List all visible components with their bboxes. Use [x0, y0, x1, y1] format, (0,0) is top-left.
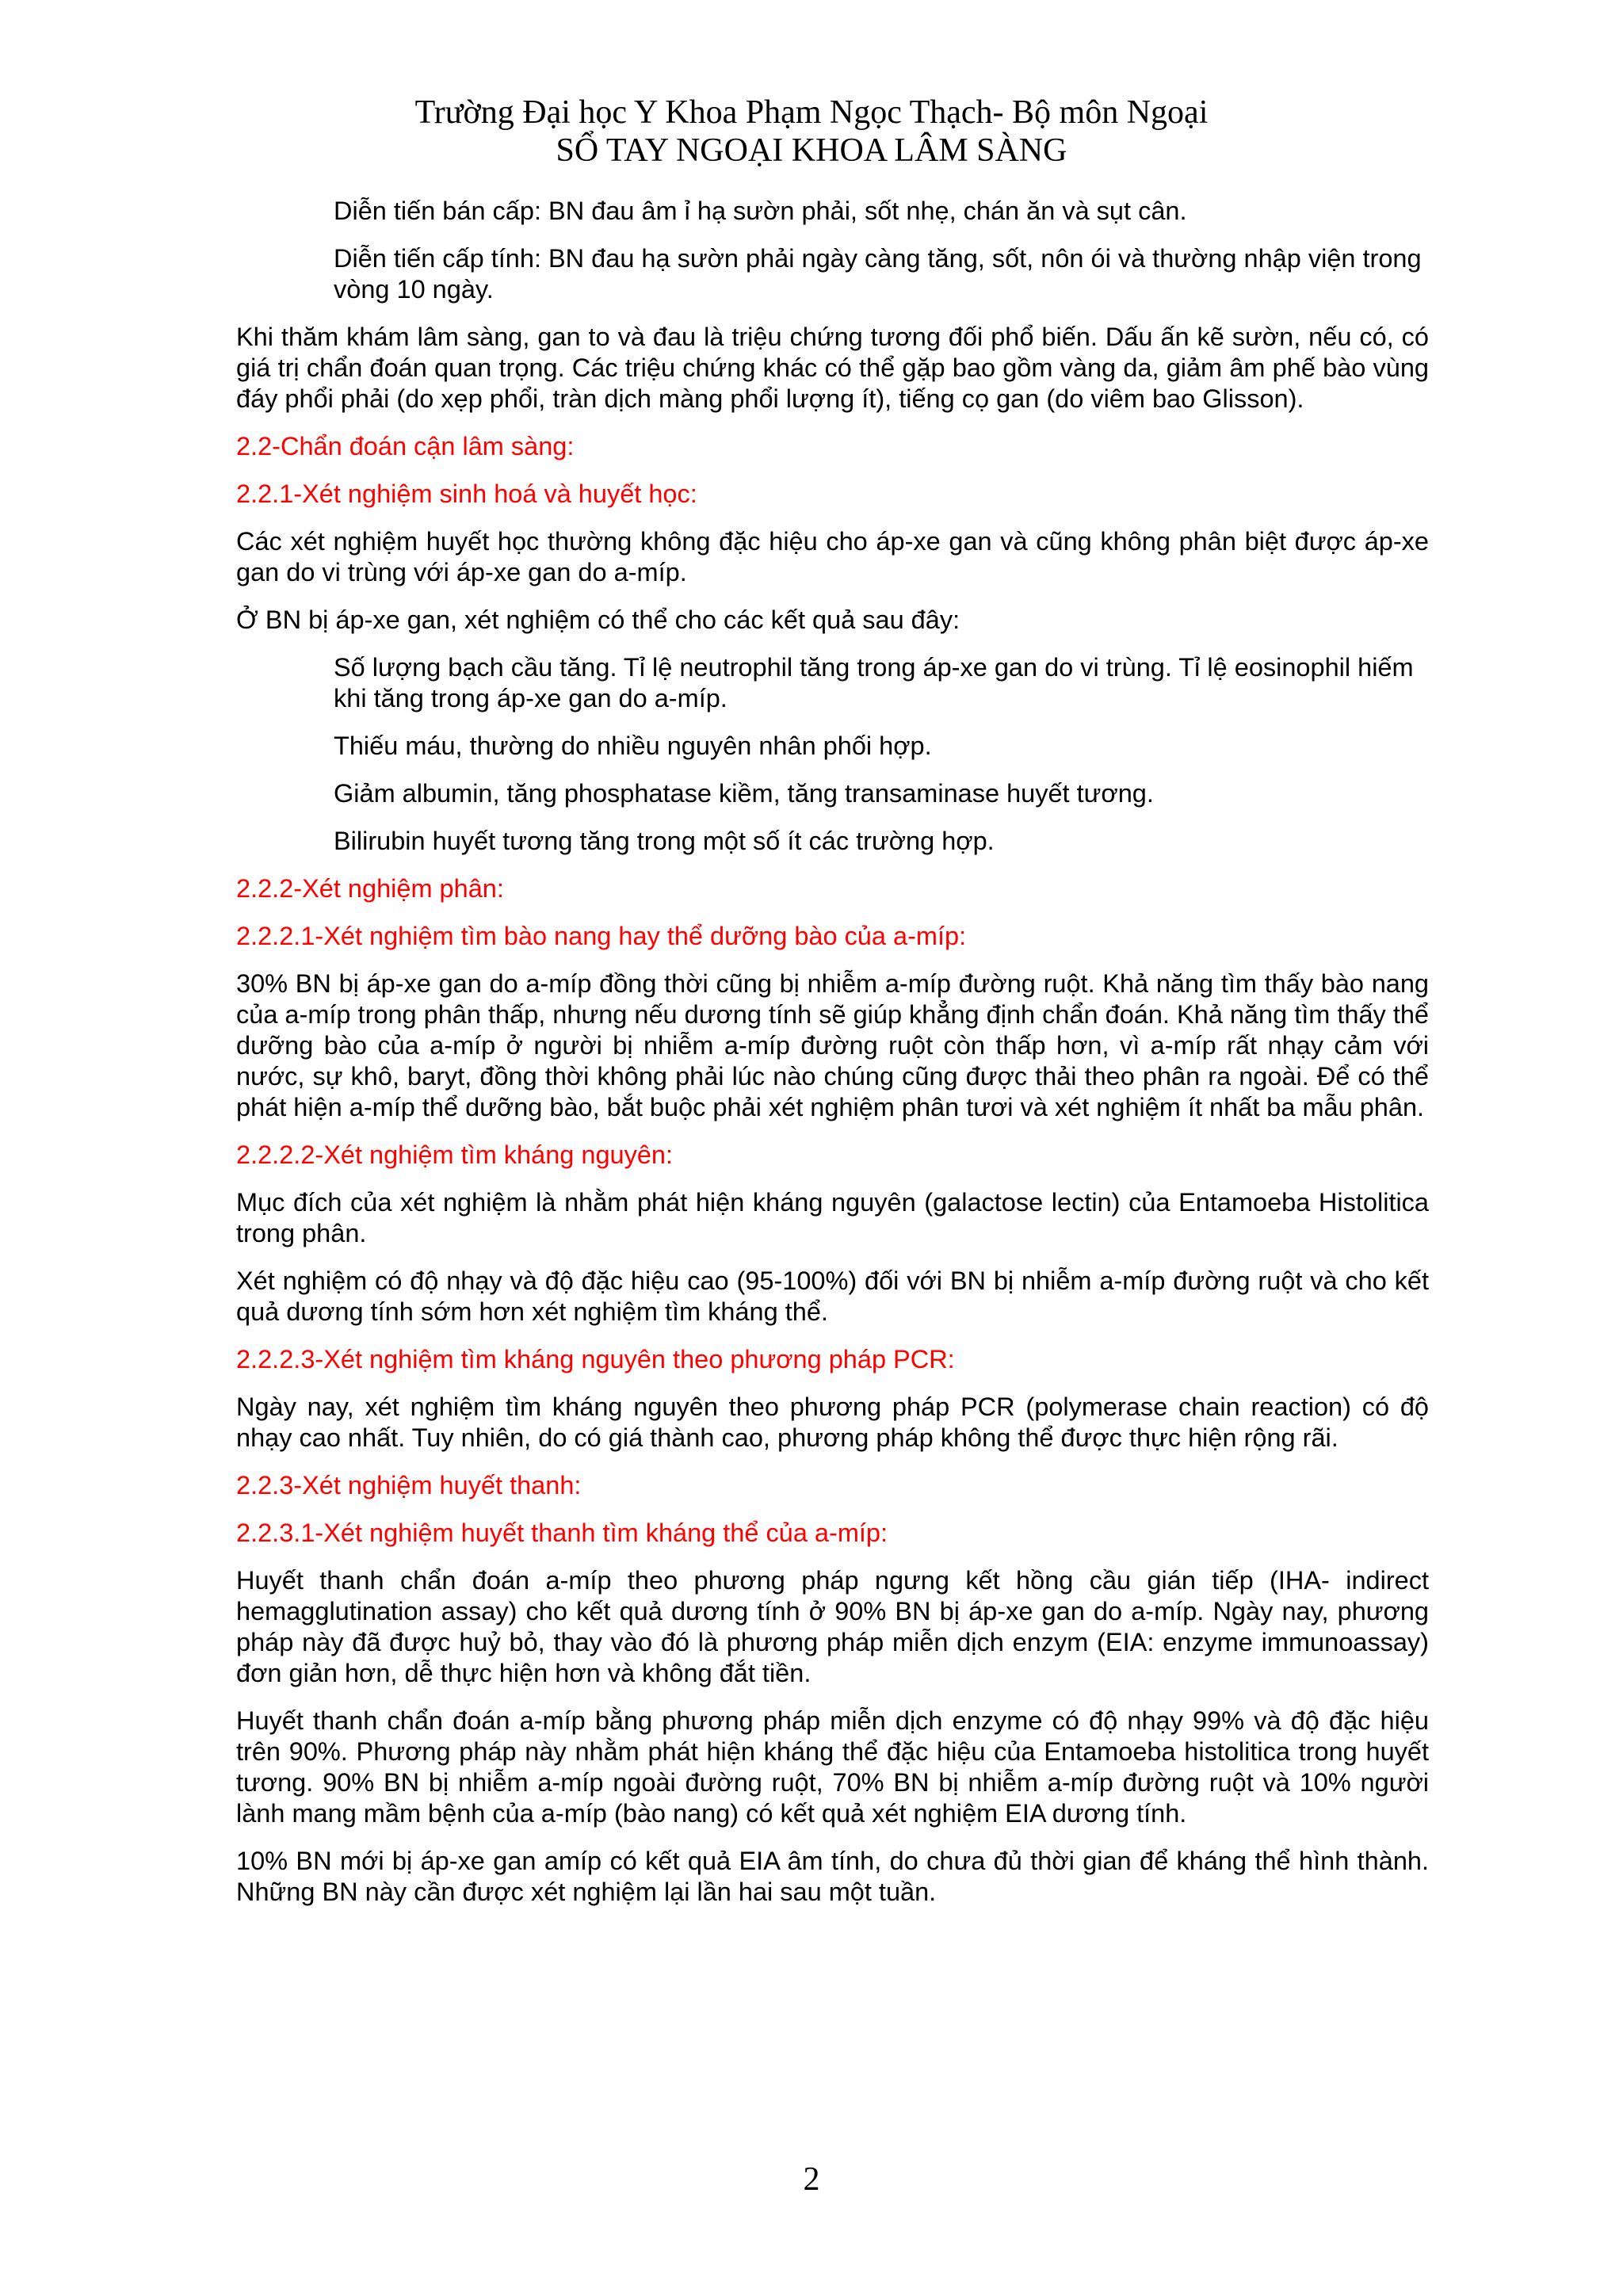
body-paragraph: Huyết thanh chẩn đoán a-míp bằng phương pháp miễn dịch enzyme có độ nhạy 99% và độ đặc hiệu trên 90%. Phương pháp này nhằm phát hiện kháng thể đặc hiệu của Entamoeba histolitica trong huyết tương. 90% BN bị nhiễm a-míp ngoài đường ruột, 70% BN bị nhiễm a-míp đường ruột và 10% người lành mang mầm bệnh của a-míp (bào nang) có kết quả xét nghiệm EIA dương tính. [236, 1706, 1429, 1828]
body-paragraph: Mục đích của xét nghiệm là nhằm phát hiện kháng nguyên (galactose lectin) của Entamoeba Histolitica trong phân. [236, 1188, 1429, 1247]
page-body [236, 196, 1429, 1924]
section-heading: 2.2.2.3-Xét nghiệm tìm kháng nguyên theo phương pháp PCR: [236, 1345, 955, 1373]
list-item: Bilirubin huyết tương tăng trong một số ít các trường hợp. [334, 827, 995, 855]
body-paragraph: Ở BN bị áp-xe gan, xét nghiệm có thể cho các kết quả sau đây: [236, 606, 960, 634]
body-paragraph: 30% BN bị áp-xe gan do a-míp đồng thời cũng bị nhiễm a-míp đường ruột. Khả năng tìm thấy bào nang của a-míp trong phân thấp, nhưng nếu dương tính sẽ giúp khẳng định chẩn đoán. Khả năng tìm thấy thể dưỡng bào của a-míp ở người bị nhiễm a-míp đường ruột còn thấp hơn, vì a-míp rất nhạy cảm với nước, sự khô, baryt, đồng thời không phải lúc nào chúng cũng được thải theo phân ra ngoài. Để có thể phát hiện a-míp thể dưỡng bào, bắt buộc phải xét nghiệm phân tươi và xét nghiệm ít nhất ba mẫu phân. [236, 969, 1429, 1121]
section-heading: 2.2.3.1-Xét nghiệm huyết thanh tìm kháng thể của a-míp: [236, 1519, 888, 1547]
list-item: Thiếu máu, thường do nhiều nguyên nhân phối hợp. [334, 732, 932, 760]
section-heading: 2.2-Chẩn đoán cận lâm sàng: [236, 432, 575, 460]
header-institution: Trường Đại học Y Khoa Phạm Ngọc Thạch- Bộ môn Ngoại [414, 94, 1209, 131]
section-heading: 2.2.2-Xét nghiệm phân: [236, 874, 504, 903]
section-heading: 2.2.2.2-Xét nghiệm tìm kháng nguyên: [236, 1140, 674, 1169]
body-paragraph: Huyết thanh chẩn đoán a-míp theo phương pháp ngưng kết hồng cầu gián tiếp (IHA- indirect hemagglutination assay) cho kết quả dương tính ở 90% BN bị áp-xe gan do a-míp. Ngày nay, phương pháp này đã được huỷ bỏ, thay vào đó là phương pháp miễn dịch enzym (EIA: enzyme immunoassay) đơn giản hơn, dễ thực hiện hơn và không đắt tiền. [236, 1566, 1429, 1687]
body-paragraph: Ngày nay, xét nghiệm tìm kháng nguyên theo phương pháp PCR (polymerase chain reaction) có độ nhạy cao nhất. Tuy nhiên, do có giá thành cao, phương pháp không thể được thực hiện rộng rãi. [236, 1392, 1429, 1452]
body-paragraph: 10% BN mới bị áp-xe gan amíp có kết quả EIA âm tính, do chưa đủ thời gian để kháng thể hình thành. Những BN này cần được xét nghiệm lại lần hai sau một tuần. [236, 1847, 1429, 1906]
body-paragraph: Khi thăm khám lâm sàng, gan to và đau là triệu chứng tương đối phổ biến. Dấu ấn kẽ sườn, nếu có, có giá trị chẩn đoán quan trọng. Các triệu chứng khác có thể gặp bao gồm vàng da, giảm âm phế bào vùng đáy phổi phải (do xẹp phổi, tràn dịch màng phổi lượng ít), tiếng cọ gan (do viêm bao Glisson). [236, 323, 1429, 413]
section-heading: 2.2.2.1-Xét nghiệm tìm bào nang hay thể dưỡng bào của a-míp: [236, 922, 967, 950]
body-paragraph: Các xét nghiệm huyết học thường không đặc hiệu cho áp-xe gan và cũng không phân biệt được áp-xe gan do vi trùng với áp-xe gan do a-míp. [236, 527, 1429, 586]
section-heading: 2.2.1-Xét nghiệm sinh hoá và huyết học: [236, 479, 697, 508]
body-paragraph: Diễn tiến bán cấp: BN đau âm ỉ hạ sườn phải, sốt nhẹ, chán ăn và sụt cân. [334, 197, 1187, 225]
section-heading: 2.2.3-Xét nghiệm huyết thanh: [236, 1471, 582, 1499]
page-number: 2 [803, 2161, 820, 2198]
page-header [0, 94, 1623, 170]
list-item: Giảm albumin, tăng phosphatase kiềm, tăng transaminase huyết tương. [334, 779, 1154, 808]
body-paragraph: Xét nghiệm có độ nhạy và độ đặc hiệu cao (95-100%) đối với BN bị nhiễm a-míp đường ruột và cho kết quả dương tính sớm hơn xét nghiệm tìm kháng thể. [236, 1266, 1429, 1326]
list-item: Số lượng bạch cầu tăng. Tỉ lệ neutrophil tăng trong áp-xe gan do vi trùng. Tỉ lệ eosinophil hiếm khi tăng trong áp-xe gan do a-míp. [334, 653, 1414, 712]
body-paragraph: Diễn tiến cấp tính: BN đau hạ sườn phải ngày càng tăng, sốt, nôn ói và thường nhập viện trong vòng 10 ngày. [334, 244, 1422, 304]
header-book-title: SỔ TAY NGOẠI KHOA LÂM SÀNG [556, 132, 1067, 169]
